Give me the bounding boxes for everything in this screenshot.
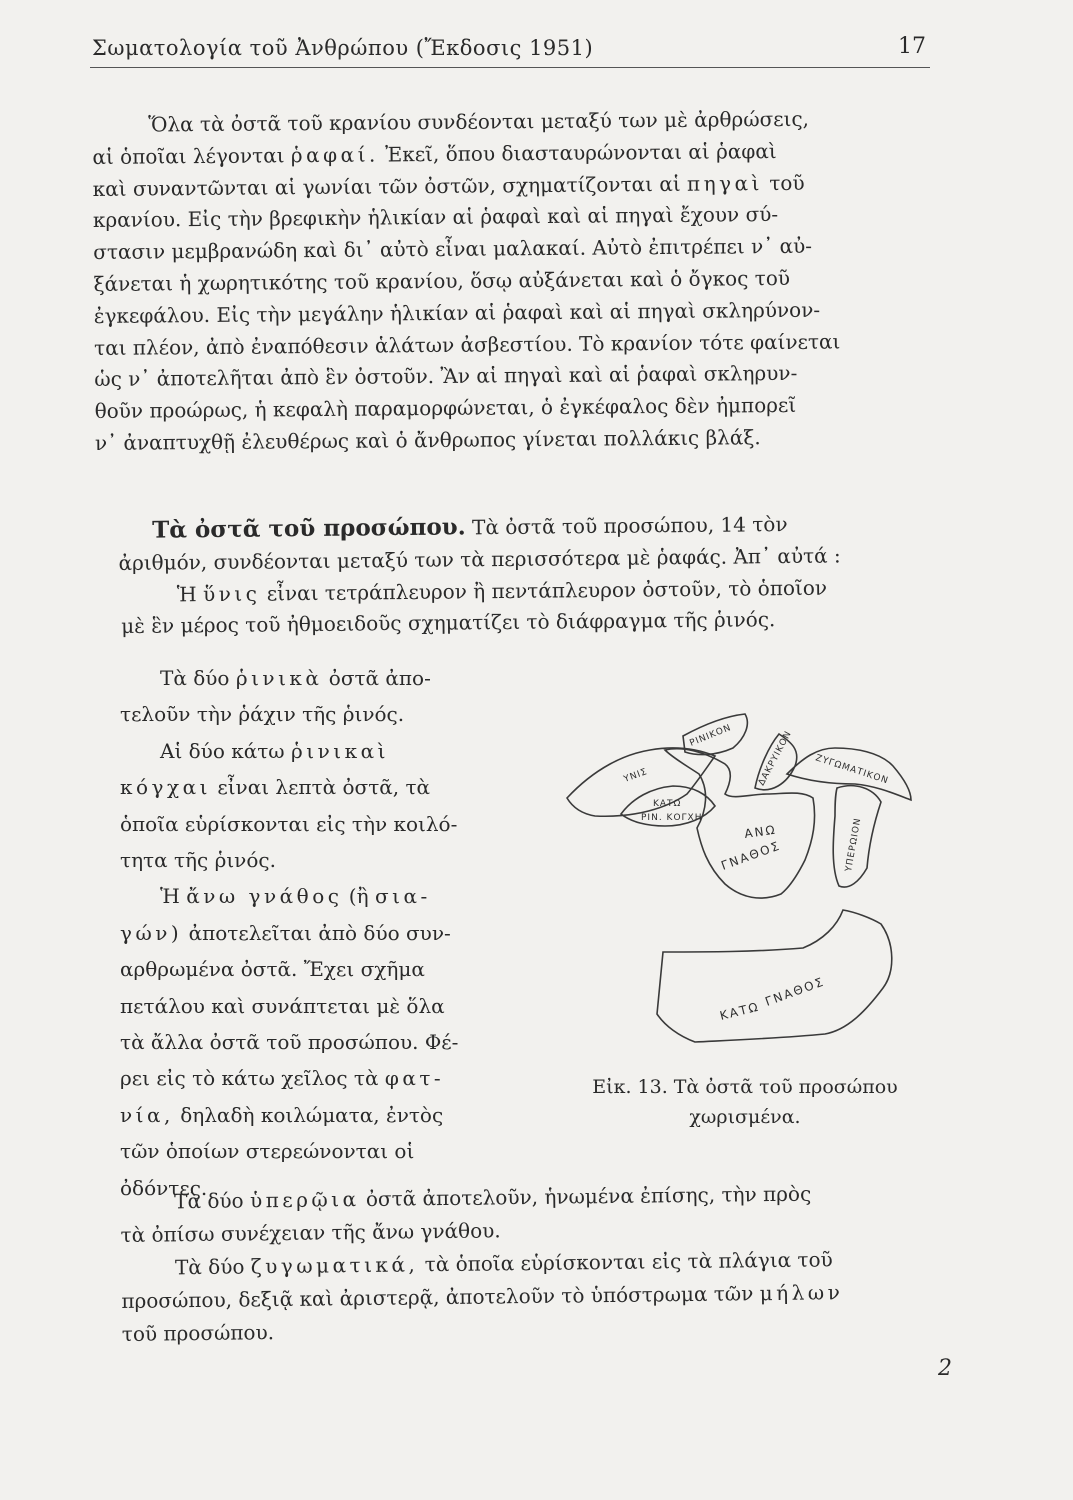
text-line: Ἡ ὕνις εἶναι τετράπλευρον ἢ πεντάπλευρον ὀστοῦν, τὸ ὁποῖον [176,575,828,607]
text-line: ξάνεται ἡ χωρητικότης τοῦ κρανίου, ὅσῳ αὐξάνεται καὶ ὁ ὄγκος τοῦ [93,265,791,296]
text-line: ται πλέον, ἀπὸ ἐναπόθεσιν ἁλάτων ἀσβεστίου. Τὸ κρανίον τότε φαίνεται [93,329,841,360]
text-line: καὶ συναντῶνται αἱ γωνίαι τῶν ὀστῶν, σχηματίζονται αἱ πηγαὶ τοῦ [92,170,805,201]
section-facial-bones [120,506,941,643]
text-line: ὁποῖα εὑρίσκονται εἰς τὴν κοιλό- [120,811,458,836]
text-line: ὡς ν᾽ ἀποτελῆται ἀπὸ ἓν ὀστοῦν. Ἂν αἱ πηγαὶ καὶ αἱ ῥαφαὶ σκληρυν- [94,361,798,392]
label-maxilla-2: ΓΝΑΘΟΣ [719,838,783,873]
text-line: Τὰ δύο ὑπερῷια ὀστᾶ ἀποτελοῦν, ἡνωμένα ἐπίσης, τὴν πρὸς [174,1181,812,1214]
label-vomer: ΥΝΙΣ [622,767,650,785]
text-line: Ὅλα τὰ ὀστᾶ τοῦ κρανίου συνδέονται μεταξύ των μὲ ἀρθρώσεις, [148,106,810,137]
term-zygomatic: ζυγωματικά, [250,1252,419,1279]
text-line: γών) ἀποτελεῖται ἀπὸ δύο συν- [120,920,451,945]
text-line: τὰ ἄλλα ὀστᾶ τοῦ προσώπου. Φέ- [120,1030,459,1055]
label-concha-2: ΡΙΝ. ΚΟΓΧΗ [641,813,703,823]
text-line: Τὰ δύο ζυγωματικά, τὰ ὁποῖα εὑρίσκονται εἰς τὰ πλάγια τοῦ [174,1247,833,1280]
term-nasal: ῥινικὰ [235,666,323,690]
caption-line-1: Εἰκ. 13. Τὰ ὀστᾶ τοῦ προσώπου [592,1076,898,1098]
section-heading: Τὰ ὀστᾶ τοῦ προσώπου. [152,513,466,544]
text-line: Τὰ δύο ῥινικὰ ὀστᾶ ἀπο- [160,666,431,690]
term-fontanelles: πηγαὶ [686,170,764,196]
text-line: ἐγκεφάλου. Εἰς τὴν μεγάλην ἡλικίαν αἱ ῥαφαὶ καὶ αἱ πηγαὶ σκληρύνον- [93,297,821,328]
text-line: Αἱ δύο κάτω ῥινικαὶ [160,738,389,763]
paragraph-palatine-zygomatic [120,1176,952,1351]
text-line: νία, δηλαδὴ κοιλώματα, ἐντὸς [120,1102,444,1127]
text-line: ἀριθμόν, συνδέονται μεταξύ των τὰ περισσότερα μὲ ῥαφάς. Ἀπ᾽ αὐτά : [118,543,841,575]
label-lacrimal: ΔΑΚΡΥΙΚΟΝ [756,729,795,788]
text-line: τῶν ὁποίων στερεώνονται οἱ [120,1139,415,1164]
text-line: αἱ ὁποῖαι λέγονται ῥαφαί. Ἐκεῖ, ὅπου διασταυρώνονται αἱ ῥαφαὶ [92,138,777,169]
running-header: Σωματολογία τοῦ Ἀνθρώπου (Ἔκδοσις 1951) [92,36,594,60]
signature-mark: 2 [938,1356,952,1381]
narrow-column-text [120,660,498,1206]
term-sutures: ῥαφαί. [290,142,379,168]
bone-mandible [657,910,892,1042]
header-rule [90,67,930,68]
label-palatine: ΥΠΕΡΩΙΟΝ [844,816,864,873]
term-maxilla: ἄνω γνάθος [186,884,343,909]
facial-bones-diagram [555,690,940,1060]
caption-line-2: χωρισμένα. [689,1106,801,1128]
term-cheeks: μήλων [759,1280,844,1306]
text-line: τοῦ προσώπου. [121,1320,275,1346]
text-line: στασιν μεμβρανώδη καὶ δι᾽ αὐτὸ εἶναι μαλακαί. Αὐτὸ ἐπιτρέπει ν᾽ αὐ- [93,233,813,265]
text-line: τὰ ὀπίσω συνέχειαν τῆς ἄνω γνάθου. [120,1218,501,1247]
text-line: μὲ ἓν μέρος τοῦ ἠθμοειδοῦς σχηματίζει τὸ διάφραγμα τῆς ῥινός. [121,607,776,639]
text-line: τελοῦν τὴν ῥάχιν τῆς ῥινός. [120,702,405,727]
text-line: θοῦν προώρως, ἡ κεφαλὴ παραμορφώνεται, ὁ ἐγκέφαλος δὲν ἠμπορεῖ [94,393,797,424]
label-concha-1: ΚΑΤΩ [653,799,682,809]
label-mandible-2: ΓΝΑΘΟΣ [763,974,827,1009]
text-line: ν᾽ ἀναπτυχθῇ ἐλευθέρως καὶ ὁ ἄνθρωπος γίνεται πολλάκις βλάξ. [94,425,761,455]
label-maxilla-1: ΑΝΩ [743,822,778,841]
bone-vomer [567,748,715,816]
term-conchae: ῥινικαὶ [290,738,389,763]
text-line: ὀδόντες. [120,1175,208,1200]
text-line: πετάλου καὶ συνάπτεται μὲ ὅλα [120,993,445,1018]
term-vomer: ὕνις [202,581,261,606]
page-number: 17 [898,34,926,59]
term-alveoli: φατ- [384,1066,445,1091]
text-line: Τὰ ὀστᾶ τοῦ προσώπου. Τὰ ὀστᾶ τοῦ προσώπου, 14 τὸν [152,512,788,544]
label-mandible-1: ΚΑΤΩ [718,999,762,1023]
text-line: ρει εἰς τὸ κάτω χεῖλος τὰ φατ- [120,1066,445,1091]
term-palatine: ὑπερῷια [249,1187,360,1213]
label-zygomatic: ΖΥΓΩΜΑΤΙΚΟΝ [814,753,890,787]
text-line: προσώπου, δεξιᾷ καὶ ἀριστερᾷ, ἀποτελοῦν τὸ ὑπόστρωμα τῶν μήλων [121,1280,844,1313]
paragraph-cranial-sutures [92,103,935,460]
text-line: κόγχαι εἶναι λεπτὰ ὀστᾶ, τὰ [120,775,431,800]
label-nasal: ΡΙΝΙΚΟΝ [688,722,734,749]
text-line: αρθρωμένα ὀστᾶ. Ἔχει σχῆμα [120,957,425,982]
text-line: τητα τῆς ῥινός. [120,848,276,873]
figure-facial-bones [555,690,940,1060]
figure-caption [565,1072,925,1132]
text-line: Ἡ ἄνω γνάθος (ἢ σια- [160,884,431,909]
term-conchae-2: κόγχαι [120,775,211,800]
text-line: κρανίου. Εἰς τὴν βρεφικὴν ἡλικίαν αἱ ῥαφαὶ καὶ αἱ πηγαὶ ἔχουν σύ- [92,202,779,233]
